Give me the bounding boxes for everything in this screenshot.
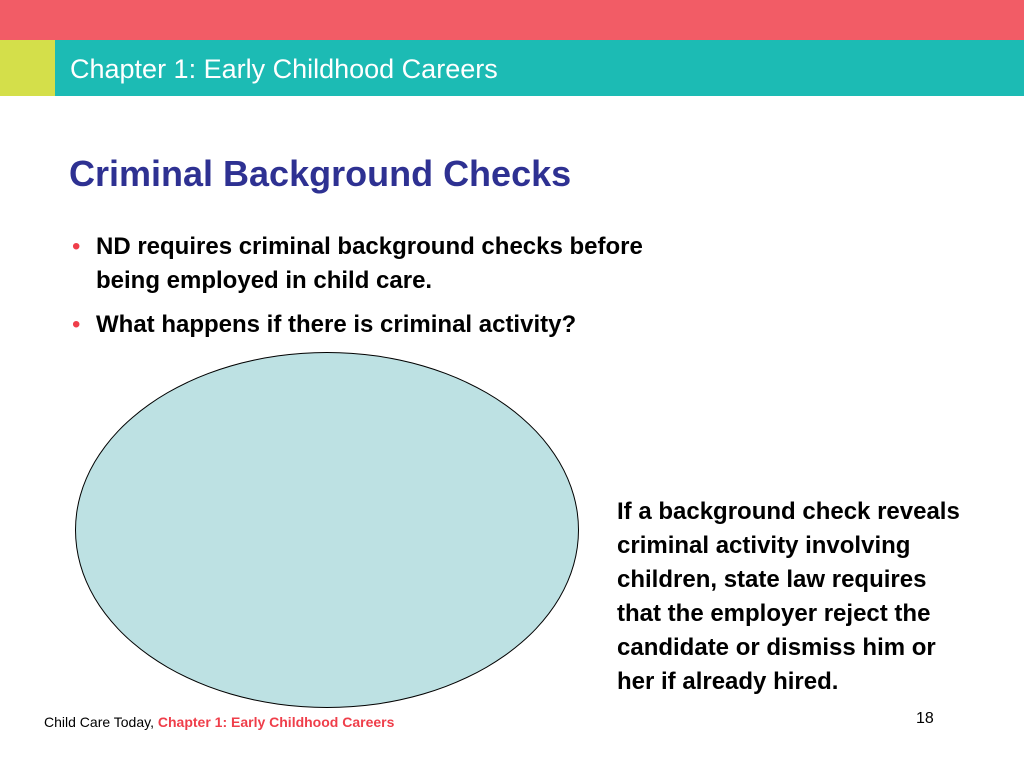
- bullet-marker: •: [72, 233, 81, 260]
- image-placeholder-oval: [75, 352, 579, 708]
- footer: [44, 714, 394, 730]
- chapter-title: Chapter 1: Early Childhood Careers: [70, 54, 498, 84]
- header-accent-block: [0, 40, 55, 96]
- callout-text: If a background check reveals criminal activity involving children, state law requires that the employer reject the candidate or dismiss him or her if already hired.: [617, 498, 960, 695]
- bullet-text: What happens if there is criminal activity?: [96, 311, 577, 338]
- top-stripe: [0, 0, 1024, 40]
- bullet-text: ND requires criminal background checks before being employed in child care.: [96, 233, 643, 294]
- slide-title: Criminal Background Checks: [69, 153, 572, 194]
- bullet-item: [72, 230, 692, 298]
- footer-book-title: Child Care Today,: [44, 714, 154, 730]
- bullet-marker: •: [72, 311, 81, 338]
- bullet-list: [72, 230, 692, 352]
- footer-chapter: Chapter 1: Early Childhood Careers: [157, 714, 395, 730]
- bullet-item: [72, 308, 692, 342]
- page-number: 18: [916, 710, 934, 727]
